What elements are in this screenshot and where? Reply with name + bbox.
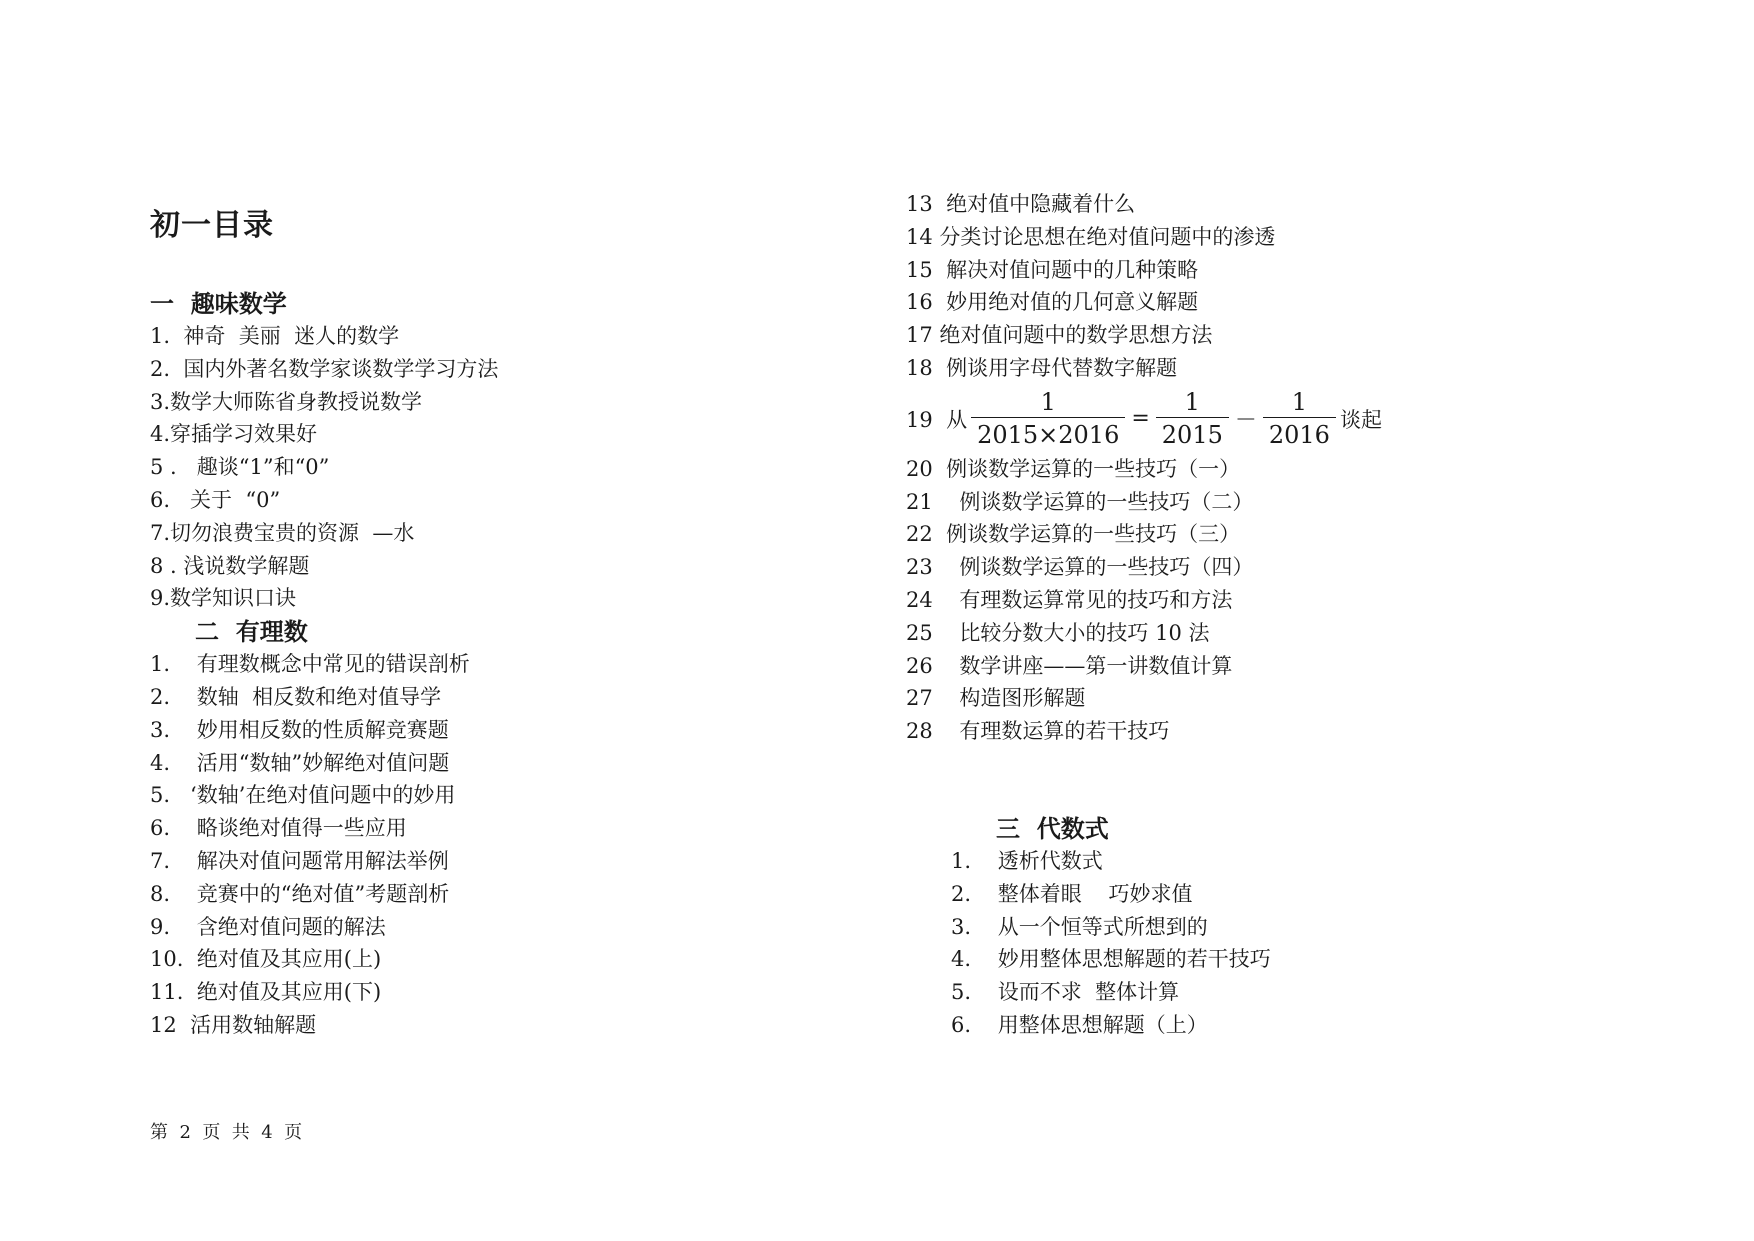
left-column — [150, 287, 890, 1042]
toc-item[interactable]: 8 . 浅说数学解题 — [150, 553, 310, 578]
toc-item[interactable]: 6. 略谈绝对值得一些应用 — [150, 816, 407, 841]
toc-item[interactable]: 21 例谈数学运算的一些技巧（二） — [906, 489, 1254, 514]
toc-item[interactable]: 7.切勿浪费宝贵的资源 —水 — [150, 520, 415, 545]
toc-item[interactable]: 12 活用数轴解题 — [150, 1012, 317, 1037]
page-number-footer: 第 2 页 共 4 页 — [150, 1122, 303, 1143]
toc-item[interactable]: 9. 含绝对值问题的解法 — [150, 914, 386, 939]
section-heading-fun-math: 一 趣味数学 — [150, 289, 287, 318]
toc-item[interactable]: 9.数学知识口诀 — [150, 586, 297, 611]
toc-item[interactable]: 4.穿插学习效果好 — [150, 422, 318, 447]
toc-item[interactable]: 1. 透析代数式 — [951, 848, 1103, 873]
fraction-denominator: 2015 — [1156, 417, 1229, 450]
toc-item[interactable]: 14 分类讨论思想在绝对值问题中的渗透 — [906, 224, 1276, 249]
fraction-3 — [1263, 387, 1336, 450]
toc-item[interactable]: 3. 妙用相反数的性质解竞赛题 — [150, 717, 449, 742]
toc-item[interactable]: 10. 绝对值及其应用(上) — [150, 947, 382, 972]
toc-item[interactable]: 4. 妙用整体思想解题的若干技巧 — [951, 947, 1271, 972]
toc-item[interactable]: 17 绝对值问题中的数学思想方法 — [906, 323, 1213, 348]
toc-item[interactable]: 8. 竞赛中的“绝对值”考题剖析 — [150, 881, 450, 906]
toc-item[interactable]: 2. 整体着眼 巧妙求值 — [951, 881, 1193, 906]
toc-item-suffix: 谈起 — [1339, 407, 1382, 432]
minus-sign: － — [1234, 408, 1257, 434]
section-heading-algebraic-expressions: 三 代数式 — [996, 813, 1109, 843]
toc-item[interactable]: 1. 有理数概念中常见的错误剖析 — [150, 652, 470, 677]
toc-item[interactable]: 1. 神奇 美丽 迷人的数学 — [150, 324, 400, 348]
toc-item[interactable]: 18 例谈用字母代替数字解题 — [906, 355, 1178, 380]
toc-item[interactable]: 25 比较分数大小的技巧 10 法 — [906, 620, 1210, 645]
fraction-1 — [971, 387, 1125, 450]
toc-item[interactable]: 15 解决对值问题中的几种策略 — [906, 257, 1199, 282]
toc-item[interactable]: 2. 国内外著名数学家谈数学学习方法 — [150, 356, 499, 381]
fraction-numerator: 1 — [1291, 388, 1308, 417]
fraction-numerator: 1 — [1040, 388, 1056, 417]
page-title: 初一目录 — [150, 208, 274, 243]
section-heading-rational-numbers: 二 有理数 — [195, 617, 308, 647]
toc-item[interactable]: 13 绝对值中隐藏着什么 — [906, 192, 1136, 216]
toc-item[interactable]: 2. 数轴 相反数和绝对值导学 — [150, 684, 442, 709]
section-spacer — [906, 748, 1706, 812]
toc-item[interactable]: 26 数学讲座——第一讲数值计算 — [906, 653, 1233, 678]
fraction-2 — [1156, 387, 1229, 450]
toc-item[interactable]: 5 . 趣谈“1”和“0” — [150, 455, 330, 480]
fraction-denominator: 2016 — [1263, 417, 1336, 450]
toc-item[interactable]: 28 有理数运算的若干技巧 — [906, 719, 1170, 744]
fraction-numerator: 1 — [1184, 388, 1200, 417]
right-column — [906, 188, 1706, 1042]
toc-item-fraction[interactable] — [906, 385, 1706, 453]
toc-item[interactable]: 11. 绝对值及其应用(下) — [150, 980, 382, 1005]
toc-item[interactable]: 3.数学大师陈省身教授说数学 — [150, 389, 423, 414]
toc-item[interactable]: 6. 关于 “0” — [150, 487, 281, 512]
toc-item[interactable]: 16 妙用绝对值的几何意义解题 — [906, 290, 1199, 315]
toc-item[interactable]: 27 构造图形解题 — [906, 686, 1086, 711]
fraction-denominator: 2015×2016 — [971, 417, 1125, 450]
toc-item[interactable]: 5. 设而不求 整体计算 — [951, 980, 1180, 1005]
toc-item[interactable]: 20 例谈数学运算的一些技巧（一） — [906, 456, 1241, 481]
toc-item[interactable]: 4. 活用“数轴”妙解绝对值问题 — [150, 750, 450, 775]
toc-item-prefix: 19 从 — [906, 407, 968, 432]
toc-item[interactable]: 7. 解决对值问题常用解法举例 — [150, 848, 449, 873]
equals-sign: = — [1131, 406, 1150, 432]
toc-item[interactable]: 23 例谈数学运算的一些技巧（四） — [906, 555, 1254, 580]
toc-item[interactable]: 5. ‘数轴’在绝对值问题中的妙用 — [150, 783, 456, 808]
toc-item[interactable]: 24 有理数运算常见的技巧和方法 — [906, 587, 1233, 612]
toc-item[interactable]: 3. 从一个恒等式所想到的 — [951, 914, 1208, 939]
toc-item[interactable]: 22 例谈数学运算的一些技巧（三） — [906, 522, 1241, 547]
toc-item[interactable]: 6. 用整体思想解题（上） — [951, 1012, 1208, 1037]
